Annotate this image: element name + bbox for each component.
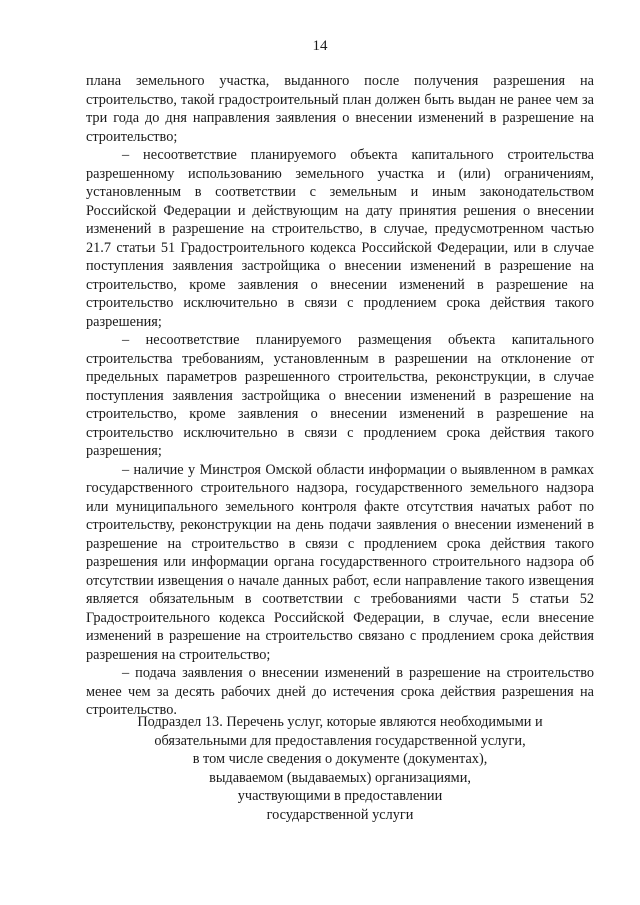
subsection-title xyxy=(86,713,594,824)
subsection-title-line: Подраздел 13. Перечень услуг, которые являются необходимыми и xyxy=(137,714,543,730)
subsection-title-line: выдаваемом (выдаваемых) организациями, xyxy=(209,769,471,786)
list-item-land-use-mismatch: – несоответствие планируемого объекта капитального строительства разрешенному использованию земельного участка и (или) ограничениям, установленным в соответствии с земельным и иным законодательством Российской Федерации и действующим на дату принятия решения о внесении изменений в разрешение на строительство, в случае, предусмотренном частью 21.7 статьи 51 Градостроительного кодекса Российской Федерации, или в случае поступления заявления застройщика о внесении изменений в разрешение на строительство, кроме заявления о внесении изменений в разрешение на строительство исключительно в связи с продлением срока действия такого разрешения; xyxy=(86,147,594,330)
list-item-late-application: – подача заявления о внесении изменений в разрешение на строительство менее чем за десять рабочих дней до истечения срока действия разрешения на строительство. xyxy=(86,665,594,718)
page-number: 14 xyxy=(312,38,328,54)
list-item-deviation-permit-mismatch: – несоответствие планируемого размещения объекта капитального строительства требованиям, установленным в разрешении на отклонение от предельных параметров разрешенного строительства, реконструкции, в случае поступления заявления застройщика о внесении изменений в разрешение на строительство, кроме заявления о внесении изменений в разрешение на строительство исключительно в связи с продлением срока действия такого разрешения; xyxy=(86,332,594,459)
subsection-title-line: участвующими в предоставлении xyxy=(237,788,443,804)
subsection-title-line: государственной услуги xyxy=(266,806,414,823)
paragraph-continuation: плана земельного участка, выданного после получения разрешения на строительство, такой градостроительный план должен быть выдан не ранее чем за три года до дня направления заявления о внесении изменений в разрешение на строительство; xyxy=(86,73,594,145)
subsection-title-line: в том числе сведения о документе (документах), xyxy=(192,751,488,767)
subsection-title-line: обязательными для предоставления государственной услуги, xyxy=(154,732,526,749)
body-text xyxy=(86,72,594,720)
list-item-no-work-started-info: – наличие у Минстроя Омской области информации о выявленном в рамках государственного строительного надзора, государственного земельного надзора или муниципального земельного контроля факте отсутствия начатых работ по строительству, реконструкции на день подачи заявления о внесении изменений в разрешение на строительство в связи с продлением срока действия такого разрешения или информации органа государственного строительного надзора об отсутствии извещения о начале данных работ, если направление такого извещения является обязательным в соответствии с требованиями части 5 статьи 52 Градостроительного кодекса Российской Федерации, в случае, если внесение изменений в разрешение на строительство связано с продлением срока действия разрешения на строительство; xyxy=(86,461,594,663)
